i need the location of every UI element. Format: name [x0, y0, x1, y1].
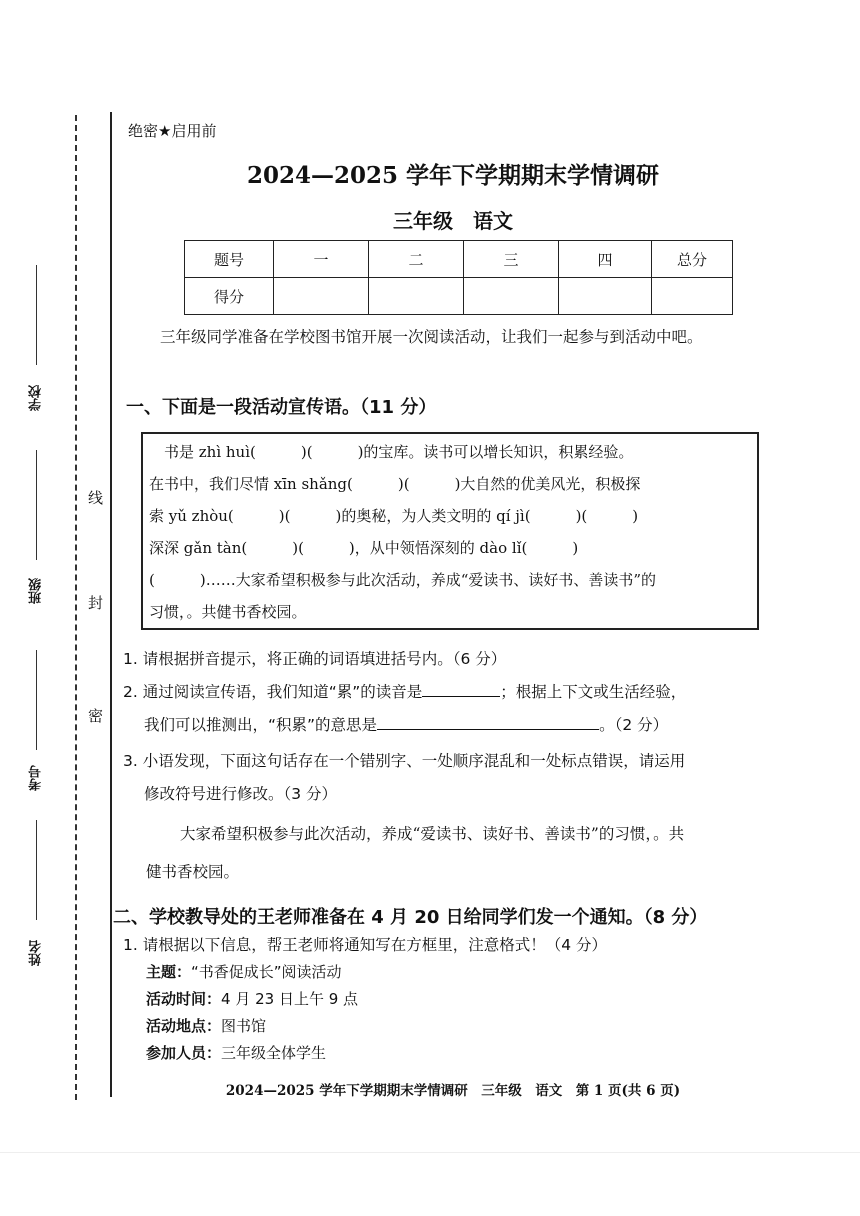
exam-no-blank: [36, 650, 37, 750]
passage-box: [141, 432, 759, 630]
info-label: 参加人员：: [146, 1044, 222, 1062]
info-value: 图书馆: [221, 1017, 267, 1035]
info-topic: [146, 961, 342, 982]
passage-line: 在书中，我们尽情 xīn shǎng( )( )大自然的优美风光，积极探: [149, 475, 641, 493]
info-time: [146, 988, 358, 1009]
margin-rule: [110, 112, 112, 1097]
question-1-3-line2: 修改符号进行修改。（3 分）: [144, 785, 338, 803]
question-1-3-line1: 3. 小语发现，下面这句话存在一个错别字、一处顺序混乱和一处标点错误，请运用: [123, 752, 686, 770]
score-input-cell[interactable]: [274, 278, 369, 315]
passage-line: ( )……大家希望积极参与此次活动，养成“爱读书、读好书、善读书”的: [149, 571, 657, 589]
score-cell: 三: [464, 241, 559, 278]
score-input-cell[interactable]: [559, 278, 652, 315]
question-1-2-line2: [144, 713, 668, 735]
meaning-blank[interactable]: [377, 715, 599, 730]
seal-char-line: 线: [88, 489, 104, 507]
confidential-mark: 绝密★启用前: [128, 122, 217, 140]
score-input-cell[interactable]: [652, 278, 733, 315]
error-sentence-line2: 健书香校园。: [146, 863, 240, 881]
pronunciation-blank[interactable]: [422, 682, 500, 697]
info-label: 活动地点：: [146, 1017, 222, 1035]
score-table: [184, 240, 733, 315]
score-input-cell[interactable]: [369, 278, 464, 315]
score-table-score-row: [185, 278, 733, 315]
exam-no-label: 考号: [29, 765, 44, 791]
intro-paragraph: 三年级同学准备在学校图书馆开展一次阅读活动，让我们一起参与到活动中吧。: [160, 328, 703, 346]
info-label: 主题：: [146, 963, 192, 981]
question-2-1: 1. 请根据以下信息，帮王老师将通知写在方框里，注意格式！（4 分）: [123, 936, 608, 954]
score-cell: 二: [369, 241, 464, 278]
name-blank: [36, 820, 37, 920]
seal-char-seal: 封: [88, 594, 104, 612]
score-cell: 四: [559, 241, 652, 278]
question-1-2-line1: [123, 680, 686, 702]
passage-line: 习惯，。共健书香校园。: [149, 603, 307, 621]
score-table-header-row: [185, 241, 733, 278]
info-label: 活动时间：: [146, 990, 222, 1008]
score-input-cell[interactable]: [464, 278, 559, 315]
page-bottom-rule: [0, 1152, 860, 1153]
class-label: 班级: [29, 578, 44, 604]
question-1-2-text-c: 我们可以推测出，“积累”的意思是: [144, 716, 378, 734]
info-value: 4 月 23 日上午 9 点: [221, 990, 359, 1008]
question-1-2-text-b: ；根据上下文或生活经验，: [500, 683, 687, 701]
score-cell: 得分: [185, 278, 274, 315]
info-value: “书香促成长”阅读活动: [191, 963, 342, 981]
name-label: 姓名: [29, 940, 44, 966]
score-cell: 题号: [185, 241, 274, 278]
error-sentence-line1: 大家希望积极参与此次活动，养成“爱读书、读好书、善读书”的习惯，。共: [180, 825, 685, 843]
page-footer: 2024—2025 学年下学期期末学情调研 三年级 语文 第 1 页(共 6 页): [225, 1083, 681, 1099]
exam-subtitle: 三年级 语文: [393, 209, 513, 233]
question-1-2-text-d: 。（2 分）: [599, 716, 669, 734]
school-label: 学校: [29, 385, 44, 411]
passage-line: 深深 gǎn tàn( )( )，从中领悟深刻的 dào lǐ( ): [149, 539, 579, 557]
school-blank: [36, 265, 37, 365]
class-blank: [36, 450, 37, 560]
exam-title: 2024—2025 学年下学期期末学情调研: [246, 162, 660, 189]
question-1-2-text-a: 2. 通过阅读宣传语，我们知道“累”的读音是: [123, 683, 423, 701]
section-2-heading: 二、学校教导处的王老师准备在 4 月 20 日给同学们发一个通知。（8 分）: [113, 907, 708, 928]
score-cell: 总分: [652, 241, 733, 278]
info-value: 三年级全体学生: [221, 1044, 327, 1062]
fold-dashed-line: [75, 115, 77, 1100]
section-1-heading: 一、下面是一段活动宣传语。（11 分）: [126, 397, 437, 418]
info-participants: [146, 1042, 326, 1063]
seal-char-secret: 密: [88, 707, 104, 725]
info-place: [146, 1015, 266, 1036]
passage-line: 索 yǔ zhòu( )( )的奥秘，为人类文明的 qí jì( )( ): [149, 507, 639, 525]
question-1-1: 1. 请根据拼音提示，将正确的词语填进括号内。（6 分）: [123, 650, 507, 668]
score-cell: 一: [274, 241, 369, 278]
passage-line: 书是 zhì huì( )( )的宝库。读书可以增长知识，积累经验。: [149, 443, 634, 461]
